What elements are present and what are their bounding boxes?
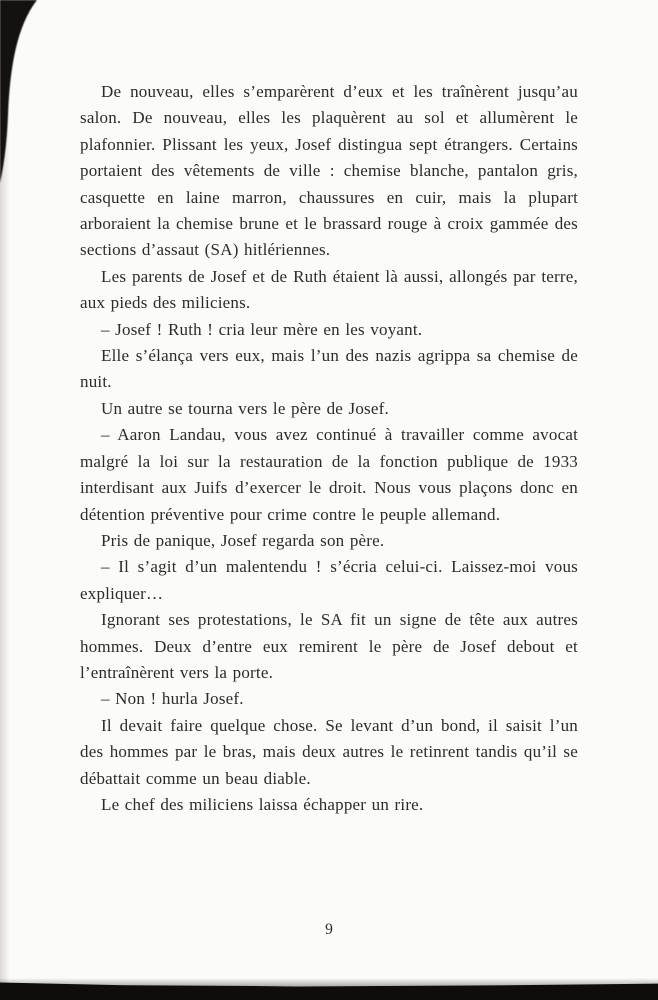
paragraph: Elle s’élança vers eux, mais l’un des nazis agrippa sa chemise de nuit. — [80, 346, 578, 392]
page-text — [80, 79, 578, 818]
paragraph: – Non ! hurla Josef. — [101, 689, 244, 709]
scan-artifact-top-left — [0, 0, 46, 185]
paragraph: – Il s’agit d’un malentendu ! s’écria celui-ci. Laissez-moi vous expliquer… — [80, 557, 578, 603]
paragraph: Il devait faire quelque chose. Se levant d’un bond, il saisit l’un des hommes par le bras, mais deux autres le retinrent tandis qu’il se débattait comme un beau diable. — [80, 715, 578, 788]
paragraph: – Aaron Landau, vous avez continué à travailler comme avocat malgré la loi sur la restauration de la fonction publique de 1933 interdisant aux Juifs d’exercer le droit. Nous vous plaçons donc en détention préventive pour crime contre le peuple allemand. — [80, 425, 578, 524]
page-number: 9 — [325, 921, 333, 938]
paragraph: Le chef des miliciens laissa échapper un rire. — [101, 794, 424, 814]
paragraph: Les parents de Josef et de Ruth étaient là aussi, allongés par terre, aux pieds des miliciens. — [80, 266, 578, 313]
paragraph: Ignorant ses protestations, le SA fit un signe de tête aux autres hommes. Deux d’entre eux remirent le père de Josef debout et l’entraînèrent vers la porte. — [80, 610, 578, 682]
paragraph: – Josef ! Ruth ! cria leur mère en les voyant. — [101, 319, 423, 339]
paragraph: Pris de panique, Josef regarda son père. — [101, 530, 385, 550]
paragraph: Un autre se tourna vers le père de Josef. — [101, 398, 389, 418]
paragraph: De nouveau, elles s’emparèrent d’eux et les traînèrent jusqu’au salon. De nouveau, elles les plaquèrent au sol et allumèrent le plafonnier. Plissant les yeux, Josef distingua sept étrangers. Certains portaient des vêtements de ville : chemise blanche, pantalon gris, casquette en laine marron, chaussures en cuir, mais la plupart arboraient la chemise brune et le brassard rouge à croix gammée des sections d’assaut (SA) hitlériennes. — [80, 82, 578, 260]
